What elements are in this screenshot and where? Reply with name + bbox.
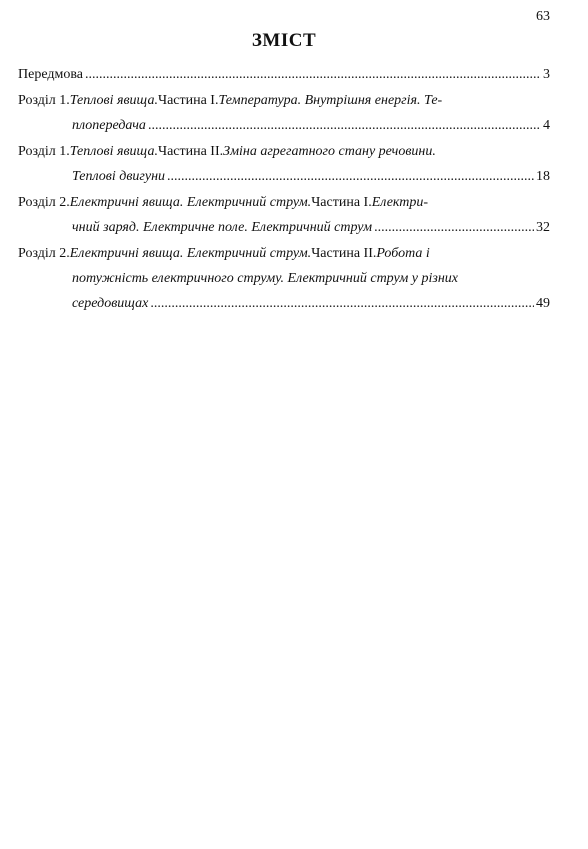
toc-part-label: Частина І. (157, 93, 219, 108)
toc-part-title-continued: середовищах (72, 296, 149, 311)
dot-leader (148, 113, 541, 138)
toc-section-label: Розділ 1. (18, 144, 70, 159)
toc-part-title-continued: Теплові двигуни (72, 169, 166, 184)
toc-entry-line[interactable] (18, 291, 550, 316)
toc-entry-line[interactable] (18, 164, 550, 189)
toc-part-label: Частина І. (311, 195, 372, 210)
toc-part-title-continued: чний заряд. Електричне поле. Електричний струм (72, 220, 373, 235)
toc-part-title-continued: плопередача (72, 118, 146, 133)
toc-section-label: Розділ 2. (18, 195, 70, 210)
toc-part-title: Температура. Внутрішня енергія. Те- (218, 93, 443, 108)
toc-section-label: Розділ 2. (18, 246, 70, 261)
page-title: ЗМІСТ (251, 30, 317, 51)
toc-section-topic: Теплові явища. (69, 144, 158, 159)
toc-entry-line[interactable] (18, 139, 550, 164)
toc-part-title: Зміна агрегатного стану речовини. (223, 144, 436, 159)
toc-entry-line[interactable] (18, 88, 550, 113)
toc-part-label: Частина ІІ. (311, 246, 377, 261)
dot-leader (150, 291, 534, 316)
toc-section-topic: Електричні явища. Електричний струм. (69, 246, 312, 261)
toc-entry-line[interactable] (18, 190, 550, 215)
toc-page-number: 49 (536, 296, 550, 311)
toc-part-title: Робота і (376, 246, 430, 261)
toc-entry-preface[interactable] (18, 62, 550, 87)
toc-entry-line[interactable] (18, 113, 550, 138)
toc-page-number: 18 (536, 169, 550, 184)
toc-entry-line[interactable] (18, 266, 550, 291)
toc-entry-line[interactable] (18, 215, 550, 240)
dot-leader (374, 215, 534, 240)
toc-section-topic: Електричні явища. Електричний струм. (69, 195, 312, 210)
dot-leader (85, 62, 541, 87)
toc-section-label: Розділ 1. (18, 93, 70, 108)
toc-part-label: Частина ІІ. (157, 144, 224, 159)
toc-page-number: 3 (543, 67, 550, 82)
toc-entry-title: Передмова (18, 67, 83, 82)
toc-entry-line[interactable] (18, 241, 550, 266)
toc-part-title: Електри- (371, 195, 429, 210)
toc-part-title-continued: потужність електричного струму. Електричний струм у різних (72, 271, 459, 286)
dot-leader (167, 164, 534, 189)
toc-page-number: 4 (543, 118, 550, 133)
toc-section-topic: Теплові явища. (69, 93, 158, 108)
toc-page-number: 32 (536, 220, 550, 235)
table-of-contents (18, 62, 550, 316)
page-number: 63 (536, 9, 550, 24)
